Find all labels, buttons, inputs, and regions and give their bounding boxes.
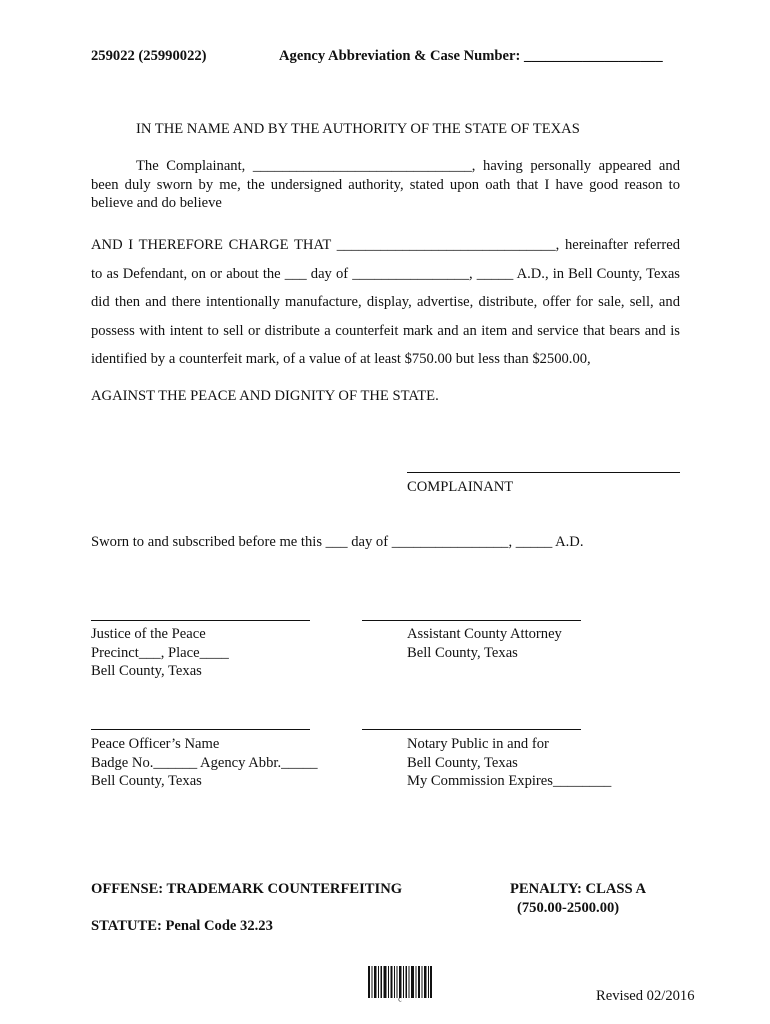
penalty-range: (750.00-2500.00) [517, 900, 620, 916]
offense-label: OFFENSE: TRADEMARK COUNTERFEITING [91, 881, 403, 897]
complainant-label: COMPLAINANT [407, 479, 514, 495]
officer-badge: Badge No.______ Agency Abbr._____ [91, 754, 318, 771]
justice-precinct: Precinct___, Place____ [91, 644, 229, 661]
notary-commission: My Commission Expires________ [407, 773, 612, 789]
form-id: 259022 (25990022) [91, 48, 207, 64]
justice-title: Justice of the Peace [91, 626, 206, 642]
officer-block [91, 735, 318, 791]
statute-label: STATUTE: Penal Code 32.23 [91, 918, 273, 934]
charge-paragraph [91, 231, 680, 374]
charge-line: AND I THEREFORE CHARGE THAT ______________________________, hereinafter referred [91, 237, 680, 253]
complainant-signature-line [407, 472, 680, 473]
charge-line: did then and there intentionally manufacture, display, advertise, distribute, offer for sale, sell, and [91, 294, 680, 310]
attorney-county: Bell County, Texas [407, 644, 518, 661]
officer-county: Bell County, Texas [91, 773, 202, 789]
officer-name: Peace Officer’s Name [91, 736, 220, 752]
officer-signature-line [91, 729, 310, 730]
authority-heading: IN THE NAME AND BY THE AUTHORITY OF THE STATE OF TEXAS [136, 121, 580, 137]
against-statement: AGAINST THE PEACE AND DIGNITY OF THE STATE. [91, 388, 439, 404]
barcode-letter: C [398, 997, 402, 1002]
agency-case-number: Agency Abbreviation & Case Number: ___________________ [279, 48, 663, 64]
justice-county: Bell County, Texas [91, 663, 202, 679]
attorney-signature-line [362, 620, 581, 621]
justice-signature-line [91, 620, 310, 621]
charge-line: identified by a counterfeit mark, of a value of at least $750.00 but less than $2500.00, [91, 351, 591, 367]
sworn-statement: Sworn to and subscribed before me this ___ day of ________________, _____ A.D. [91, 534, 584, 550]
notary-signature-line [362, 729, 581, 730]
attorney-title: Assistant County Attorney [407, 626, 562, 642]
attorney-block [407, 625, 562, 662]
complainant-paragraph: The Complainant, ______________________________, having personally appeared and been duly sworn by me, the undersigned authority, stated upon oath that I have good reason to believe and do believe [91, 158, 680, 211]
penalty-label: PENALTY: CLASS A [510, 881, 646, 897]
revised-date: Revised 02/2016 [596, 988, 695, 1004]
justice-block [91, 625, 229, 681]
notary-title: Notary Public in and for [407, 736, 549, 752]
notary-county: Bell County, Texas [407, 754, 518, 771]
charge-line: possess with intent to sell or distribute a counterfeit mark and an item and service that bears and is [91, 322, 680, 339]
charge-line: to as Defendant, on or about the ___ day of ________________, _____ A.D., in Bell County, Texas [91, 265, 680, 282]
barcode-icon [368, 966, 432, 1002]
notary-block [407, 735, 611, 791]
